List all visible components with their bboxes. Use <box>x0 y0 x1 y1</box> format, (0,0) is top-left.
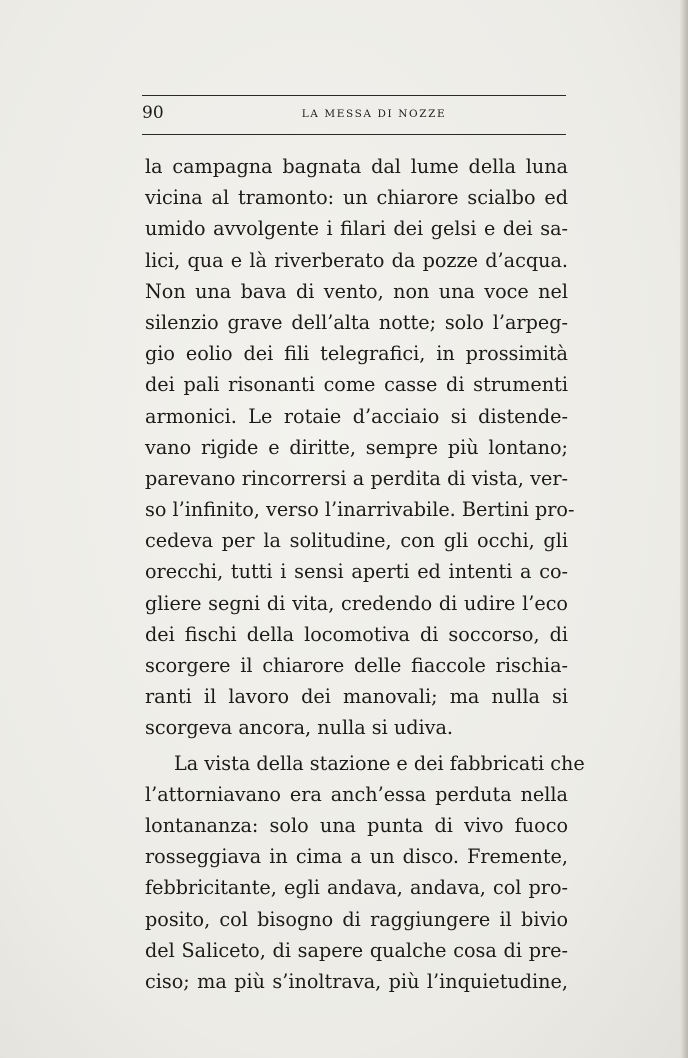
text-line: posito, col bisogno di raggiungere il bivio <box>145 907 568 931</box>
page-edge-shadow <box>680 0 688 1058</box>
running-title: LA MESSA DI NOZZE <box>301 108 447 120</box>
text-line: l’attorniavano era anch’essa perduta nella <box>145 782 568 806</box>
text-line: scorgeva ancora, nulla si udiva. <box>145 716 454 740</box>
text-line: gio eolio dei fili telegrafici, in prossimità <box>145 342 568 366</box>
paragraph-1 <box>145 151 575 744</box>
text-line: febbricitante, egli andava, andava, col pro- <box>145 876 568 900</box>
text-line: dei fischi della locomotiva di soccorso, di <box>145 622 568 646</box>
text-line: silenzio grave dell’alta notte; solo l’arpeg- <box>145 310 568 334</box>
text-line: dei pali risonanti come casse di strumenti <box>145 373 568 397</box>
text-line: vicina al tramonto: un chiarore scialbo ed <box>145 186 568 210</box>
text-line: ranti il lavoro dei manovali; ma nulla si <box>145 685 568 709</box>
text-line: la campagna bagnata dal lume della luna <box>145 155 568 178</box>
text-line: scorgere il chiarore delle fiaccole rischia- <box>145 654 568 677</box>
text-line: La vista della stazione e dei fabbricati che <box>174 751 585 775</box>
text-line: lontananza: solo una punta di vivo fuoco <box>145 813 568 837</box>
text-line: orecchi, tutti i sensi aperti ed intenti a co- <box>145 560 568 584</box>
text-line: del Saliceto, di sapere qualche cosa di pre- <box>145 938 568 962</box>
text-line: armonici. Le rotaie d’acciaio si distende- <box>145 404 568 428</box>
body-text <box>145 151 585 997</box>
text-line: gliere segni di vita, credendo di udire l’eco <box>145 591 568 615</box>
text-line: cedeva per la solitudine, con gli occhi, gli <box>145 529 568 553</box>
text-line: so l’infinito, verso l’inarrivabile. Bertini pro- <box>145 498 575 522</box>
text-line: ciso; ma più s’inoltrava, più l’inquietudine, <box>145 969 568 993</box>
paragraph-2 <box>145 748 585 998</box>
text-line: parevano rincorrersi a perdita di vista, ver- <box>145 466 568 490</box>
page-header <box>142 95 566 135</box>
text-line: vano rigide e diritte, sempre più lontano; <box>145 435 568 459</box>
text-line: rosseggiava in cima a un disco. Fremente, <box>145 845 568 869</box>
text-line: umido avvolgente i filari dei gelsi e dei sa- <box>145 217 568 241</box>
text-line: Non una bava di vento, non una voce nel <box>145 279 568 303</box>
text-line: lici, qua e là riverberato da pozze d’acqua. <box>145 248 568 272</box>
page-number: 90 <box>142 103 164 123</box>
